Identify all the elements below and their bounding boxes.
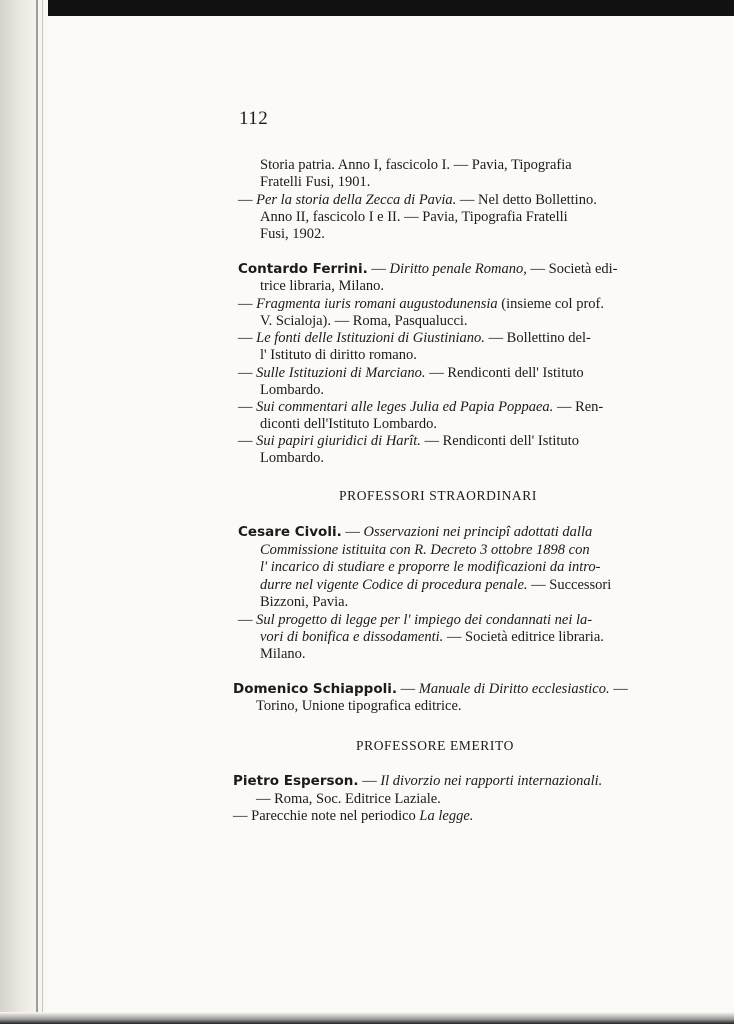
text-line: Contardo Ferrini. — Diritto penale Romano, — Società edi- xyxy=(238,261,618,277)
text-line: Commissione istituita con R. Decreto 3 ottobre 1898 con xyxy=(260,542,590,558)
text-line: l' incarico di studiare e proporre le modificazioni da intro- xyxy=(260,559,601,575)
author-name: Cesare Civoli. xyxy=(238,524,342,540)
section-heading: PROFESSORE EMERITO xyxy=(356,738,514,753)
text-line: — Fragmenta iuris romani augustodunensia (insieme col prof. xyxy=(238,296,604,312)
scan-bottom-border xyxy=(0,1012,734,1024)
text-line: diconti dell'Istituto Lombardo. xyxy=(260,416,437,432)
scan-top-border xyxy=(0,0,734,16)
text-line: — Sui papiri giuridici di Harît. — Rendiconti dell' Istituto xyxy=(238,433,579,449)
text-line: Anno II, fascicolo I e II. — Pavia, Tipografia Fratelli xyxy=(260,209,568,225)
text-line: — Parecchie note nel periodico La legge. xyxy=(233,808,474,824)
text-line: Fratelli Fusi, 1901. xyxy=(260,174,371,190)
text-line: Lombardo. xyxy=(260,382,325,398)
book-spine-shadow xyxy=(0,0,48,1024)
page-number: 112 xyxy=(239,108,269,129)
text-line: — Roma, Soc. Editrice Laziale. xyxy=(256,791,441,807)
text-line: Storia patria. Anno I, fascicolo I. — Pavia, Tipografia xyxy=(260,157,572,173)
text-line: trice libraria, Milano. xyxy=(260,278,385,294)
text-line: Torino, Unione tipografica editrice. xyxy=(256,698,462,714)
text-line: Fusi, 1902. xyxy=(260,226,325,242)
text-line: — Per la storia della Zecca di Pavia. — Nel detto Bollettino. xyxy=(238,192,597,208)
text-line: Domenico Schiappoli. — Manuale di Diritto ecclesiastico. — xyxy=(233,681,628,697)
author-name: Contardo Ferrini. xyxy=(238,261,368,277)
text-line: vori di bonifica e dissodamenti. — Società editrice libraria. xyxy=(260,629,604,645)
text-line: Pietro Esperson. — Il divorzio nei rapporti internazionali. xyxy=(233,773,603,789)
text-line: Milano. xyxy=(260,646,306,662)
section-heading: PROFESSORI STRAORDINARI xyxy=(339,488,537,503)
text-line: V. Scialoja). — Roma, Pasqualucci. xyxy=(260,313,468,329)
text-line: — Sul progetto di legge per l' impiego dei condannati nei la- xyxy=(238,612,593,628)
author-name: Pietro Esperson. xyxy=(233,773,359,789)
text-line: Cesare Civoli. — Osservazioni nei principî adottati dalla xyxy=(238,524,593,540)
text-line: — Sulle Istituzioni di Marciano. — Rendiconti dell' Istituto xyxy=(238,365,584,381)
author-name: Domenico Schiappoli. xyxy=(233,681,397,697)
text-line: Bizzoni, Pavia. xyxy=(260,594,349,610)
text-line: durre nel vigente Codice di procedura penale. — Successori xyxy=(260,577,612,593)
text-line: — Le fonti delle Istituzioni di Giustiniano. — Bollettino del- xyxy=(238,330,591,346)
binding-line xyxy=(36,0,38,1024)
text-line: — Sui commentari alle leges Julia ed Papia Poppaea. — Ren- xyxy=(238,399,604,415)
text-line: Lombardo. xyxy=(260,450,325,466)
binding-line-inner xyxy=(42,0,43,1024)
text-line: l' Istituto di diritto romano. xyxy=(260,347,417,363)
